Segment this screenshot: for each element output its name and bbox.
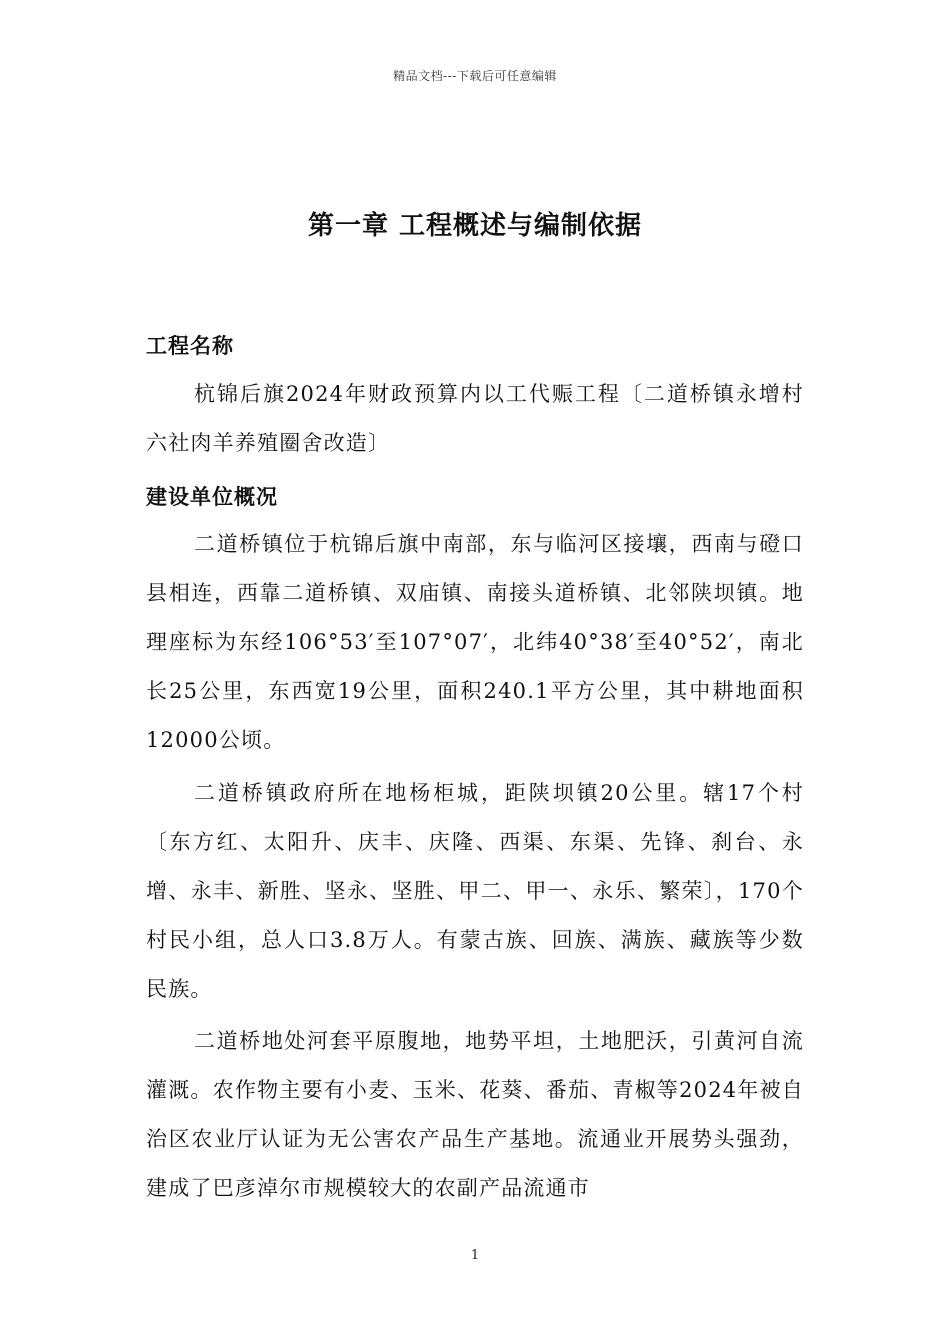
paragraph-project-name: 杭锦后旗2024年财政预算内以工代赈工程〔二道桥镇永增村六社肉羊养殖圈舍改造〕 xyxy=(146,382,804,455)
page-header-note: 精品文档---下载后可任意编辑 xyxy=(393,69,557,83)
section-heading-unit-overview: 建设单位概况 xyxy=(146,485,278,509)
page-number: 1 xyxy=(470,1248,480,1263)
paragraph-administration: 二道桥镇政府所在地杨柜城，距陕坝镇20公里。辖17个村〔东方红、太阳升、庆丰、庆隆、西渠、东渠、先锋、刹台、永增、永丰、新胜、坚永、坚胜、甲二、甲一、永乐、繁荣〕，170个村民小组，总人口3.8万人。有蒙古族、回族、满族、藏族等少数民族。 xyxy=(146,781,804,1001)
paragraph-agriculture: 二道桥地处河套平原腹地，地势平坦，土地肥沃，引黄河自流灌溉。农作物主要有小麦、玉米、花葵、番茄、青椒等2024年被自治区农业厅认证为无公害农产品生产基地。流通业开展势头强劲，建成了巴彦淖尔市规模较大的农副产品流通市 xyxy=(146,1029,804,1200)
section-heading-project-name: 工程名称 xyxy=(146,334,234,358)
paragraph-location: 二道桥镇位于杭锦后旗中南部，东与临河区接壤，西南与磴口县相连，西靠二道桥镇、双庙镇、南接头道桥镇、北邻陕坝镇。地理座标为东经106°53′至107°07′，北纬40°38′至40°52′，南北长25公里，东西宽19公里，面积240.1平方公里，其中耕地面积12000公顷。 xyxy=(146,532,804,752)
chapter-title: 第一章 工程概述与编制依据 xyxy=(307,211,643,241)
